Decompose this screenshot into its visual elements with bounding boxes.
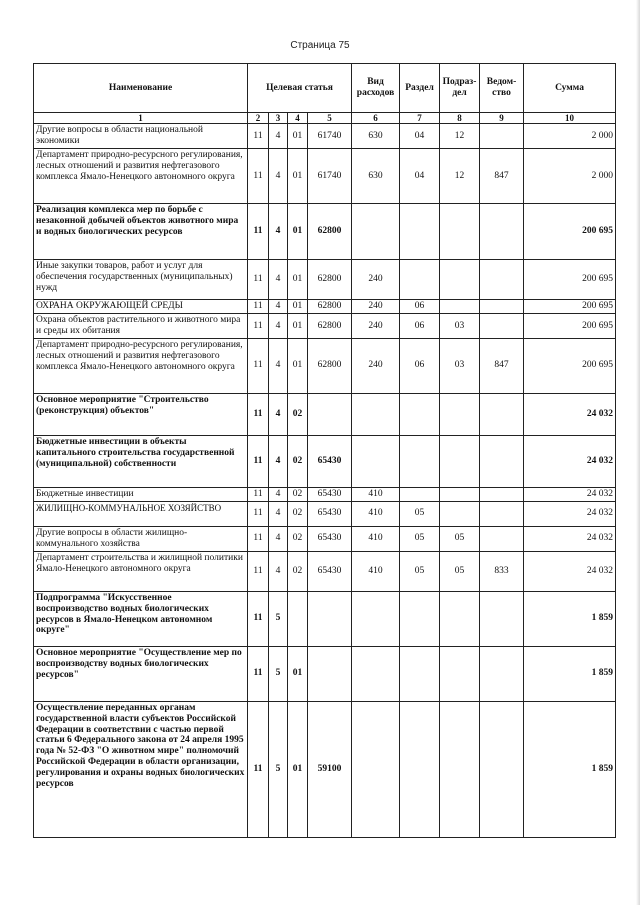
table-row	[34, 487, 616, 501]
cell-event: 01	[288, 260, 308, 300]
cell-direction: 65430	[308, 501, 352, 526]
cell-direction: 62800	[308, 260, 352, 300]
cell-subsection	[440, 260, 480, 300]
row-name: Осуществление переданных органам государственной власти субъектов Российской Федерации в соответствии с частью первой статьи 6 Федерального закона от 24 апреля 1995 года № 52-ФЗ "О животном мире" полномочий Российской Федерации в области организации, регулирования и охраны водных биологических ресурсов	[34, 701, 248, 837]
cell-expense-type	[352, 701, 400, 837]
table-row	[34, 701, 616, 837]
cell-department	[480, 124, 524, 149]
table-row	[34, 338, 616, 393]
cell-section: 05	[400, 526, 440, 551]
cell-department: 847	[480, 338, 524, 393]
cell-direction: 62800	[308, 204, 352, 260]
cell-section: 05	[400, 501, 440, 526]
row-name: Бюджетные инвестиции	[34, 487, 248, 501]
cell-direction	[308, 393, 352, 435]
cell-section	[400, 204, 440, 260]
column-number: 9	[480, 113, 524, 124]
table-row	[34, 204, 616, 260]
cell-program: 11	[248, 314, 269, 339]
column-number: 4	[288, 113, 308, 124]
cell-program: 11	[248, 435, 269, 487]
cell-expense-type: 410	[352, 551, 400, 591]
cell-program: 11	[248, 487, 269, 501]
cell-event: 02	[288, 487, 308, 501]
table-row	[34, 646, 616, 701]
cell-subprogram: 4	[269, 551, 288, 591]
row-name: Другие вопросы в области жилищно-коммунального хозяйства	[34, 526, 248, 551]
column-header-target: Целевая статья	[248, 64, 352, 113]
table-row	[34, 591, 616, 646]
row-name: Основное мероприятие "Осуществление мер по воспроизводству водных биологических ресурсов"	[34, 646, 248, 701]
table-row	[34, 393, 616, 435]
cell-event: 01	[288, 314, 308, 339]
cell-event: 02	[288, 393, 308, 435]
column-number: 7	[400, 113, 440, 124]
cell-department	[480, 501, 524, 526]
cell-section	[400, 435, 440, 487]
cell-section	[400, 393, 440, 435]
cell-sum: 24 032	[524, 526, 616, 551]
cell-expense-type: 410	[352, 526, 400, 551]
cell-sum: 200 695	[524, 260, 616, 300]
table-row	[34, 300, 616, 314]
cell-program: 11	[248, 300, 269, 314]
cell-direction: 65430	[308, 487, 352, 501]
cell-department	[480, 260, 524, 300]
cell-department	[480, 314, 524, 339]
cell-direction: 62800	[308, 300, 352, 314]
cell-expense-type: 630	[352, 149, 400, 204]
cell-event: 01	[288, 149, 308, 204]
cell-subprogram: 5	[269, 701, 288, 837]
column-number: 1	[34, 113, 248, 124]
cell-program: 11	[248, 591, 269, 646]
cell-sum: 200 695	[524, 338, 616, 393]
cell-event: 01	[288, 204, 308, 260]
cell-sum: 24 032	[524, 551, 616, 591]
cell-sum: 24 032	[524, 435, 616, 487]
cell-subprogram: 5	[269, 646, 288, 701]
cell-section: 04	[400, 149, 440, 204]
cell-expense-type	[352, 435, 400, 487]
column-header-expense: Вид расходов	[352, 64, 400, 113]
cell-program: 11	[248, 149, 269, 204]
cell-department: 833	[480, 551, 524, 591]
cell-department	[480, 435, 524, 487]
cell-event: 02	[288, 501, 308, 526]
row-name: Департамент строительства и жилищной политики Ямало-Ненецкого автономного округа	[34, 551, 248, 591]
cell-subsection	[440, 487, 480, 501]
cell-sum: 200 695	[524, 204, 616, 260]
cell-subsection	[440, 701, 480, 837]
table-row	[34, 260, 616, 300]
cell-expense-type: 410	[352, 501, 400, 526]
cell-department	[480, 591, 524, 646]
cell-program: 11	[248, 646, 269, 701]
cell-event: 01	[288, 338, 308, 393]
cell-sum: 200 695	[524, 300, 616, 314]
cell-subprogram: 4	[269, 526, 288, 551]
scan-edge-shadow	[636, 0, 640, 905]
cell-event	[288, 591, 308, 646]
cell-direction: 62800	[308, 338, 352, 393]
cell-direction: 62800	[308, 314, 352, 339]
table-row	[34, 435, 616, 487]
row-name: Департамент природно-ресурсного регулирования, лесных отношений и развития нефтегазового комплекса Ямало-Ненецкого автономного округа	[34, 338, 248, 393]
cell-subprogram: 4	[269, 124, 288, 149]
cell-sum: 1 859	[524, 646, 616, 701]
row-name: Основное мероприятие "Строительство (реконструкция) объектов"	[34, 393, 248, 435]
cell-program: 11	[248, 501, 269, 526]
cell-department	[480, 204, 524, 260]
cell-subprogram: 5	[269, 591, 288, 646]
cell-event: 01	[288, 124, 308, 149]
table-row	[34, 124, 616, 149]
cell-subsection: 05	[440, 526, 480, 551]
cell-section	[400, 591, 440, 646]
cell-section: 06	[400, 314, 440, 339]
column-header-department: Ведом-ство	[480, 64, 524, 113]
row-name: ОХРАНА ОКРУЖАЮЩЕЙ СРЕДЫ	[34, 300, 248, 314]
cell-program: 11	[248, 260, 269, 300]
cell-subsection	[440, 591, 480, 646]
cell-expense-type	[352, 204, 400, 260]
cell-subprogram: 4	[269, 314, 288, 339]
cell-subsection	[440, 393, 480, 435]
row-name: Бюджетные инвестиции в объекты капитального строительства государственной (муниципальной) собственности	[34, 435, 248, 487]
cell-expense-type: 410	[352, 487, 400, 501]
cell-subprogram: 4	[269, 338, 288, 393]
cell-expense-type	[352, 591, 400, 646]
cell-section: 06	[400, 338, 440, 393]
cell-expense-type: 240	[352, 300, 400, 314]
table-row	[34, 149, 616, 204]
cell-section: 06	[400, 300, 440, 314]
cell-section	[400, 646, 440, 701]
cell-subsection: 12	[440, 149, 480, 204]
table-row	[34, 501, 616, 526]
cell-subsection: 03	[440, 338, 480, 393]
cell-program: 11	[248, 204, 269, 260]
cell-program: 11	[248, 551, 269, 591]
row-name: ЖИЛИЩНО-КОММУНАЛЬНОЕ ХОЗЯЙСТВО	[34, 501, 248, 526]
row-name: Другие вопросы в области национальной экономики	[34, 124, 248, 149]
budget-table	[33, 63, 616, 838]
cell-subprogram: 4	[269, 501, 288, 526]
cell-event: 02	[288, 551, 308, 591]
column-number: 8	[440, 113, 480, 124]
cell-section	[400, 701, 440, 837]
cell-subprogram: 4	[269, 435, 288, 487]
row-name: Охрана объектов растительного и животного мира и среды их обитания	[34, 314, 248, 339]
cell-direction: 61740	[308, 149, 352, 204]
column-header-sum: Сумма	[524, 64, 616, 113]
cell-sum: 24 032	[524, 487, 616, 501]
cell-department	[480, 646, 524, 701]
cell-event: 01	[288, 646, 308, 701]
cell-subsection	[440, 300, 480, 314]
row-name: Департамент природно-ресурсного регулирования, лесных отношений и развития нефтегазового комплекса Ямало-Ненецкого автономного округа	[34, 149, 248, 204]
cell-expense-type: 240	[352, 260, 400, 300]
column-number: 10	[524, 113, 616, 124]
cell-section	[400, 487, 440, 501]
cell-department: 847	[480, 149, 524, 204]
cell-sum: 24 032	[524, 501, 616, 526]
cell-subsection: 03	[440, 314, 480, 339]
cell-sum: 200 695	[524, 314, 616, 339]
cell-department	[480, 487, 524, 501]
cell-subsection: 05	[440, 551, 480, 591]
cell-program: 11	[248, 124, 269, 149]
table-header-row	[34, 64, 616, 113]
row-name: Иные закупки товаров, работ и услуг для обеспечения государственных (муниципальных) нужд	[34, 260, 248, 300]
table-row	[34, 551, 616, 591]
column-header-subsection: Подраз-дел	[440, 64, 480, 113]
row-name: Реализация комплекса мер по борьбе с незаконной добычей объектов животного мира и водных биологических ресурсов	[34, 204, 248, 260]
cell-expense-type	[352, 393, 400, 435]
cell-sum: 1 859	[524, 701, 616, 837]
column-number-row	[34, 113, 616, 124]
cell-direction: 61740	[308, 124, 352, 149]
cell-subprogram: 4	[269, 300, 288, 314]
cell-program: 11	[248, 701, 269, 837]
cell-expense-type	[352, 646, 400, 701]
column-number: 2	[248, 113, 269, 124]
cell-expense-type: 630	[352, 124, 400, 149]
cell-department	[480, 526, 524, 551]
cell-event: 02	[288, 435, 308, 487]
cell-section: 05	[400, 551, 440, 591]
cell-program: 11	[248, 393, 269, 435]
cell-section: 04	[400, 124, 440, 149]
cell-direction	[308, 646, 352, 701]
table-row	[34, 314, 616, 339]
cell-subprogram: 4	[269, 393, 288, 435]
cell-sum: 2 000	[524, 149, 616, 204]
cell-subsection: 12	[440, 124, 480, 149]
cell-direction: 59100	[308, 701, 352, 837]
column-header-name: Наименование	[34, 64, 248, 113]
table-row	[34, 526, 616, 551]
cell-department	[480, 701, 524, 837]
cell-subsection	[440, 646, 480, 701]
column-number: 6	[352, 113, 400, 124]
page-number-header: Страница 75	[290, 40, 350, 51]
cell-subprogram: 4	[269, 260, 288, 300]
cell-direction: 65430	[308, 435, 352, 487]
cell-department	[480, 393, 524, 435]
cell-event: 02	[288, 526, 308, 551]
cell-sum: 1 859	[524, 591, 616, 646]
cell-expense-type: 240	[352, 314, 400, 339]
cell-program: 11	[248, 526, 269, 551]
cell-event: 01	[288, 701, 308, 837]
column-number: 3	[269, 113, 288, 124]
cell-subprogram: 4	[269, 487, 288, 501]
cell-subsection	[440, 204, 480, 260]
cell-subsection	[440, 501, 480, 526]
cell-section	[400, 260, 440, 300]
cell-sum: 24 032	[524, 393, 616, 435]
row-name: Подпрограмма "Искусственное воспроизводство водных биологических ресурсов в Ямало-Ненецком автономном округе"	[34, 591, 248, 646]
cell-subprogram: 4	[269, 204, 288, 260]
cell-expense-type: 240	[352, 338, 400, 393]
column-header-section: Раздел	[400, 64, 440, 113]
cell-event: 01	[288, 300, 308, 314]
cell-subprogram: 4	[269, 149, 288, 204]
column-number: 5	[308, 113, 352, 124]
cell-subsection	[440, 435, 480, 487]
cell-department	[480, 300, 524, 314]
cell-direction: 65430	[308, 551, 352, 591]
cell-program: 11	[248, 338, 269, 393]
cell-direction	[308, 591, 352, 646]
cell-direction: 65430	[308, 526, 352, 551]
cell-sum: 2 000	[524, 124, 616, 149]
